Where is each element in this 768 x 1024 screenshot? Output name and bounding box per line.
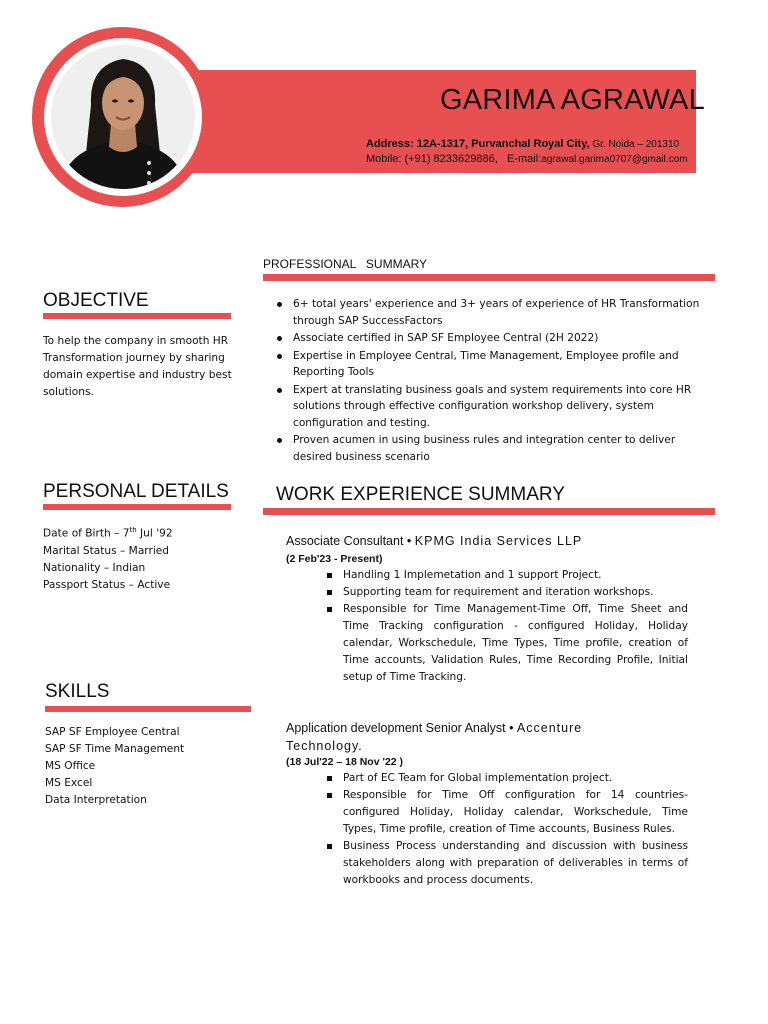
address-rest: Gr. Noida – 201310: [589, 139, 680, 150]
bullet-icon: [327, 776, 332, 781]
skill-item: MS Excel: [45, 777, 93, 789]
marital-status: Marital Status – Married: [43, 544, 170, 557]
skills-list: [45, 724, 184, 809]
bullet-icon: [277, 388, 282, 393]
personal-details-list: [43, 522, 173, 594]
summary-item: Expertise in Employee Central, Time Management, Employee profile and Reporting Tools: [275, 348, 715, 381]
bullet-icon: [327, 573, 332, 578]
skill-item: SAP SF Time Management: [45, 743, 185, 755]
summary-item: Proven acumen in using business rules and integration center to deliver desired business scenario: [275, 432, 715, 465]
job-role: Associate Consultant: [286, 534, 404, 548]
date-of-birth: Date of Birth – 7th Jul '92: [43, 526, 173, 540]
address-label: Address: 12A-1317, Purvanchal Royal City,: [366, 138, 590, 150]
summary-item: Expert at translating business goals and system requirements into core HR solutions through effective configuration workshop delivery, system configuration and testing.: [275, 382, 715, 432]
job-dates: (2 Feb'23 - Present): [286, 553, 383, 565]
profile-photo: [51, 45, 195, 189]
bullet-icon: [327, 590, 332, 595]
email-address[interactable]: agrawal.garima0707@gmail.com: [541, 154, 688, 165]
responsibility-item: Business Process understanding and discussion with business stakeholders along with preparation of deliverables in terms of workbooks and process documents.: [327, 838, 688, 889]
professional-summary-list: [275, 296, 715, 466]
personal-details-divider: [43, 504, 231, 510]
job-company: Accenture: [516, 721, 583, 735]
bullet-icon: [327, 793, 332, 798]
objective-heading: OBJECTIVE: [43, 290, 149, 311]
bullet-icon: [277, 438, 282, 443]
job-role: Application development Senior Analyst: [286, 721, 506, 735]
profile-photo-illustration: [51, 45, 195, 189]
work-experience-heading: WORK EXPERIENCE SUMMARY: [276, 484, 565, 505]
professional-summary-heading: PROFESSIONAL SUMMARY: [263, 257, 428, 271]
mobile-number: Mobile: (+91) 8233629886,: [366, 153, 498, 165]
summary-item: Associate certified in SAP SF Employee Central (2H 2022): [275, 330, 715, 347]
skill-item: MS Office: [45, 760, 96, 772]
personal-details-heading: PERSONAL DETAILS: [43, 481, 229, 502]
bullet-icon: [277, 302, 282, 307]
email-label: E-mail:: [506, 153, 542, 165]
passport-status: Passport Status – Active: [43, 578, 171, 591]
job-company-continued: Technology.: [286, 739, 363, 753]
responsibility-item: Responsible for Time Management-Time Off, Time Sheet and Time Tracking configuration - configured Holiday, Holiday calendar, Workschedule, Time Types, Time profile, creation of Time accounts, Validation Rules, Time Recording Profile, Initial setup of Time Tracking.: [327, 601, 688, 686]
professional-summary-divider: [263, 274, 715, 281]
summary-item: 6+ total years' experience and 3+ years of experience of HR Transformation through SAP SuccessFactors: [275, 296, 715, 329]
job-dates: (18 Jul'22 – 18 Nov '22 ): [286, 756, 404, 768]
job-title: Application development Senior Analyst • Accenture Technology.: [286, 721, 583, 753]
bullet-icon: [277, 354, 282, 359]
mobile-line: [366, 153, 688, 165]
job-title: Associate Consultant • KPMG India Services LLP: [286, 534, 583, 548]
bullet-icon: [327, 607, 332, 612]
candidate-name: GARIMA AGRAWAL: [440, 84, 705, 116]
bullet-icon: [277, 336, 282, 341]
job-responsibilities: [327, 770, 688, 889]
responsibility-item: Responsible for Time Off configuration for 14 countries- configured Holiday, Holiday calendar, Workschedule, Time Types, Time profile, creation of Time accounts, Business Rules.: [327, 787, 688, 838]
job-responsibilities: [327, 567, 688, 686]
responsibility-item: Part of EC Team for Global implementation project.: [327, 770, 688, 787]
objective-text: To help the company in smooth HR Transformation journey by sharing domain expertise and industry best solutions.: [43, 335, 232, 398]
bullet-icon: [327, 844, 332, 849]
skill-item: SAP SF Employee Central: [45, 726, 180, 738]
objective-divider: [43, 313, 231, 319]
work-experience-divider: [263, 508, 715, 515]
skills-heading: SKILLS: [45, 681, 110, 702]
responsibility-item: Handling 1 Implemetation and 1 support Project.: [327, 567, 688, 584]
job-company: KPMG India Services LLP: [414, 534, 583, 548]
nationality: Nationality – Indian: [43, 561, 146, 574]
skills-divider: [45, 706, 251, 712]
responsibility-item: Supporting team for requirement and iteration workshops.: [327, 584, 688, 601]
address-line: [366, 138, 679, 150]
skill-item: Data Interpretation: [45, 794, 147, 806]
